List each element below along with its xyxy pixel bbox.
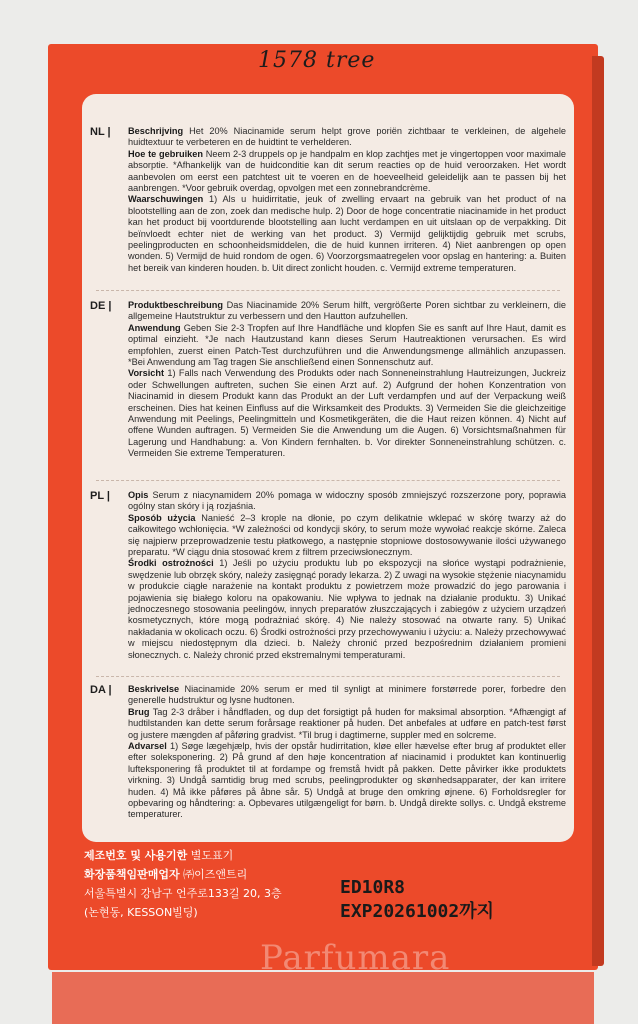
warning-heading: Waarschuwingen	[128, 194, 204, 205]
info-label	[82, 94, 574, 842]
warning-heading: Środki ostrożności	[128, 558, 214, 569]
description-heading: Beskrivelse	[128, 684, 180, 694]
warning-text: 1) Søge lægehjælp, hvis der opstår hudirritation, kløe eller hævelse efter brug af produktet eller efter soleksponering. 2) På grund af den høje koncentration af niacinamid i produktet kan kontinuerlig lufteksponering få produktet til at fordampe og fremstå hvidt på pakken. Dette påvirker ikke produktets virkning. 3) Undgå samtidig brug med scrubs, peelingprodukter og skønhedsapparater, der kan irritere huden. 4) Må ikke påføres på åbne sår. 5) Undgå at bruge den omkring øjnene. 6) Forholdsregler for opbevaring og håndtering: a. Opbevares utilgængeligt for børn. b. Undgå direkte sollys. c. Undgå ekstreme temperaturer.	[128, 741, 566, 820]
section-divider	[96, 480, 560, 481]
warning-text: 1) Als u huidirritatie, jeuk of zwelling ervaart na gebruik van het product of na blootstelling aan de zon, zoek dan medische hulp. 2) Door de hoge concentratie niacinamide in het product kan het product bij voortdurende blootstelling aan lucht verdampen en uit uitslaan op de verpakking. Dit beïnvloedt echter niet de werking van het product. 3) Vermijd gelijktijdig gebruik met scrubs, peelingproducten en schoonheidsmiddelen, die de huid kunnen irriteren. 4) Niet aanbrengen op open wonden. 5) Vermijd de huid rondom de ogen. 6) Voorzorgsmaatregelen voor opslag en hantering: a. Buiten het bereik van kinderen houden. b. Uit direct zonlicht houden. c. Vermijd extreme temperaturen.	[128, 194, 566, 273]
section-text	[128, 684, 566, 821]
description-heading: Beschrijving	[128, 126, 184, 136]
lot-number: ED10R8	[340, 877, 406, 898]
expiry-date: EXP20261002까지	[340, 901, 494, 922]
description-text: Serum z niacynamidem 20% pomaga w widoczny sposób zmniejszyć rozszerzone pory, poprawia ogólny stan skóry i ją rozjaśnia.	[128, 490, 566, 512]
section-text	[128, 300, 566, 460]
handwritten-note: 1578 tree	[258, 48, 376, 73]
usage-text: Geben Sie 2-3 Tropfen auf Ihre Handfläche und klopfen Sie es sanft auf Ihre Haut, damit es optimal einzieht. *Je nach Hautzustand kann dieses Serum Hautreaktionen verursachen. Es wird empfohlen, zuerst einen Patch-Test durchzuführen und die Anwendungsmenge allmählich anzupassen. *Bei Anwendung am Tag tragen Sie anschließend einen Sonnenschutz auf.	[128, 322, 566, 368]
section-text	[128, 126, 566, 274]
section-text	[128, 490, 566, 661]
description-heading: Produktbeschreibung	[128, 300, 223, 310]
korean-seller-label: 화장품책임판매업자	[84, 868, 180, 881]
language-code: NL |	[90, 126, 111, 138]
usage-heading: Sposób użycia	[128, 512, 196, 523]
usage-heading: Hoe te gebruiken	[128, 148, 203, 159]
batch-stamp	[340, 876, 580, 924]
korean-address-detail: (논현동, KESSON빌딩)	[84, 906, 198, 919]
warning-heading: Advarsel	[128, 741, 167, 752]
box-bottom-flap	[52, 972, 594, 1024]
korean-line-1	[84, 846, 384, 865]
korean-lot-label: 제조번호 및 사용기한	[84, 849, 188, 862]
korean-line-2	[84, 865, 384, 884]
korean-lot-value: 별도표기	[187, 849, 234, 862]
usage-text: Nanieść 2–3 krople na dłonie, po czym delikatnie wklepać w skórę twarzy aż do całkowitego wchłonięcia. *W zależności od kondycji skóry, to serum może wywołać reakcje skórne. Zaleca się najpierw przeprowadzenie testu płatkowego, a następnie stopniowe dostosowywanie ilości używanego preparatu. *W ciągu dnia stosować krem z filtrem przeciwsłonecznym.	[128, 512, 567, 558]
description-heading: Opis	[128, 490, 149, 500]
usage-heading: Brug	[128, 706, 150, 717]
description-text: Het 20% Niacinamide serum helpt grove poriën zichtbaar te verkleinen, de algehele huidtextuur te verbeteren en de huidtint te verhelderen.	[128, 126, 566, 148]
korean-info	[84, 846, 384, 922]
section-divider	[96, 676, 560, 677]
usage-heading: Anwendung	[128, 322, 181, 333]
language-code: DA |	[90, 684, 112, 696]
language-code: DE |	[90, 300, 112, 312]
watermark: Parfumara	[260, 938, 451, 978]
usage-text: Neem 2-3 druppels op je handpalm en klop zachtjes met je vingertoppen voor maximale absorptie. *Afhankelijk van de huidconditie kan dit serum reacties op de huid veroorzaken. Het wordt aanbevolen om eerst een patchtest uit te voeren en de hoeveelheid geleidelijk aan te passen bij het aanbrengen. *Voor gebruik overdag, opvolgen met een zonnebrandcrème.	[128, 148, 566, 194]
description-text: Das Niacinamide 20% Serum hilft, vergrößerte Poren sichtbar zu verkleinern, die allgemeine Hautstruktur zu verbessern und den Hautton aufzuhellen.	[128, 300, 566, 322]
language-code: PL |	[90, 490, 110, 502]
box-side-edge	[592, 56, 604, 966]
warning-text: 1) Jeśli po użyciu produktu lub po ekspozycji na słońce wystąpi podrażnienie, swędzenie lub obrzęk skóry, należy zasięgnąć porady lekarza. 2) Z uwagi na wysokie stężenie niacynamidu w produkcie ciągłe narażenie na kontakt produktu z powietrzem może prowadzić do jego parowania i pojawienia się białego koloru na opakowaniu. Nie wpływa to jednak na działanie produktu. 3) Unikać jednoczesnego stosowania peelingów, innych preparatów złuszczających i zabiegów z użyciem urządzeń kosmetycznych, które mogą podrażniać skórę. 4) Nie należy stosować na otwarte rany. 5) Unikać nakładania w okolicach oczu. 6) Środki ostrożności przy przechowywaniu i użyciu: a. Należy przechowywać w miejscu niedostępnym dla dzieci. b. Należy chronić przed bezpośrednim działaniem promieni słonecznych. c. Należy chronić przed ekstremalnymi temperaturami.	[128, 558, 567, 660]
warning-heading: Vorsicht	[128, 368, 165, 379]
description-text: Niacinamide 20% serum er med til synligt at minimere forstørrede porer, forbedre den generelle hudstruktur og lysne hudtonen.	[128, 684, 566, 706]
korean-address: 서울특별시 강남구 언주로133길 20, 3층	[84, 887, 282, 900]
warning-text: 1) Falls nach Verwendung des Produkts oder nach Sonneneinstrahlung Hautreizungen, Juckreiz oder Schwellungen auftreten, suchen Sie einen Arzt auf. 2) Aufgrund der hohen Konzentration von Niacinamid in diesem Produkt kann das Produkt an der Luft verdampfen und auf der Verpackung weiß erscheinen. Dies hat keinen Einfluss auf die Wirksamkeit des Produkts. 3) Vermeiden Sie die gleichzeitige Anwendung mit Peelings, Peelingmitteln und Kosmetikgeräten, die die Haut reizen können. 4) Nicht auf offene Wunden auftragen. 5) Vermeiden Sie die Anwendung um die Augen. 6) Vorsichtsmaßnahmen für Lagerung und Handhabung: a. Von Kindern fernhalten. b. Vor direkter Sonneneinstrahlung schützen. c. Vermeiden Sie extreme Temperaturen.	[128, 368, 566, 459]
section-divider	[96, 290, 560, 291]
usage-text: Tag 2-3 dråber i håndfladen, og dup det forsigtigt på huden for maksimal absorption. *Afhængigt af hudtilstanden kan dette serum forårsage reaktioner på huden. Det anbefales at udføre en patch-test først og justere mængden af påføring gradvist. *Til brug i dagtimerne, suppler med en solcreme.	[128, 706, 566, 740]
korean-seller-value: ㈜이즈앤트리	[179, 868, 248, 881]
